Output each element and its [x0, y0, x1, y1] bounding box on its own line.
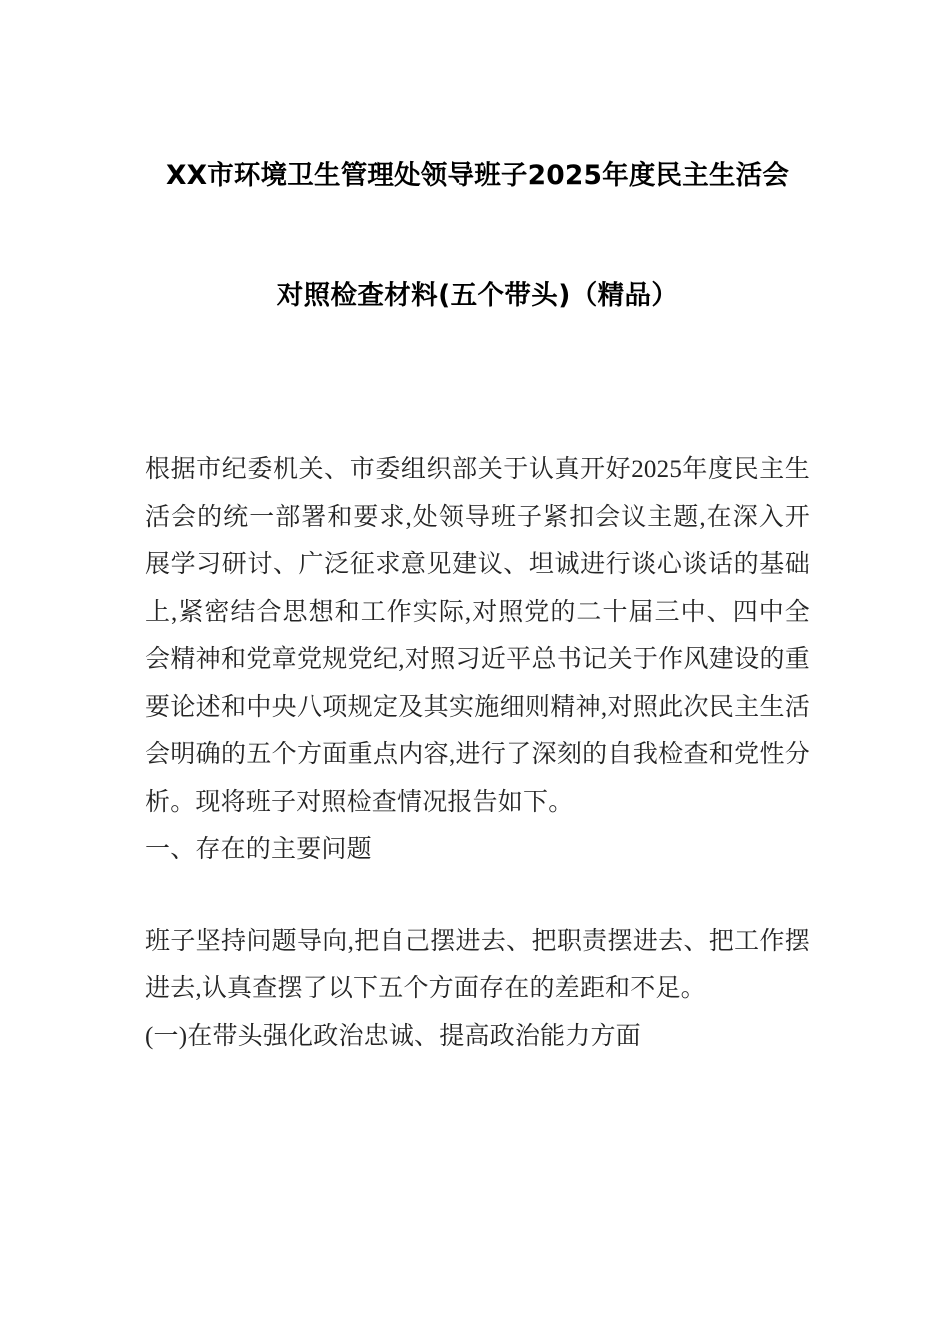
intro-paragraph: 根据市纪委机关、市委组织部关于认真开好2025年度民主生活会的统一部署和要求,处领导班子紧扣会议主题,在深入开展学习研讨、广泛征求意见建议、坦诚进行谈心谈话的基础上,紧密结合思想和工作实际,对照党的二十届三中、四中全会精神和党章党规党纪,对照习近平总书记关于作风建设的重要论述和中央八项规定及其实施细则精神,对照此次民主生活会明确的五个方面重点内容,进行了深刻的自我检查和党性分析。现将班子对照检查情况报告如下。 — [145, 456, 810, 816]
document-title-line-2: 对照检查材料(五个带头)（精品） — [276, 280, 679, 311]
subsection-heading-one: (一)在带头强化政治忠诚、提高政治能力方面 — [145, 1022, 641, 1050]
section-heading-one: 一、存在的主要问题 — [145, 836, 372, 863]
document-body — [145, 446, 810, 1060]
section-paragraph: 班子坚持问题导向,把自己摆进去、把职责摆进去、把工作摆进去,认真查摆了以下五个方面存在的差距和不足。 — [145, 927, 810, 1002]
document-title-block — [145, 150, 810, 322]
document-title-line-1: XX市环境卫生管理处领导班子2025年度民主生活会 — [165, 160, 790, 191]
